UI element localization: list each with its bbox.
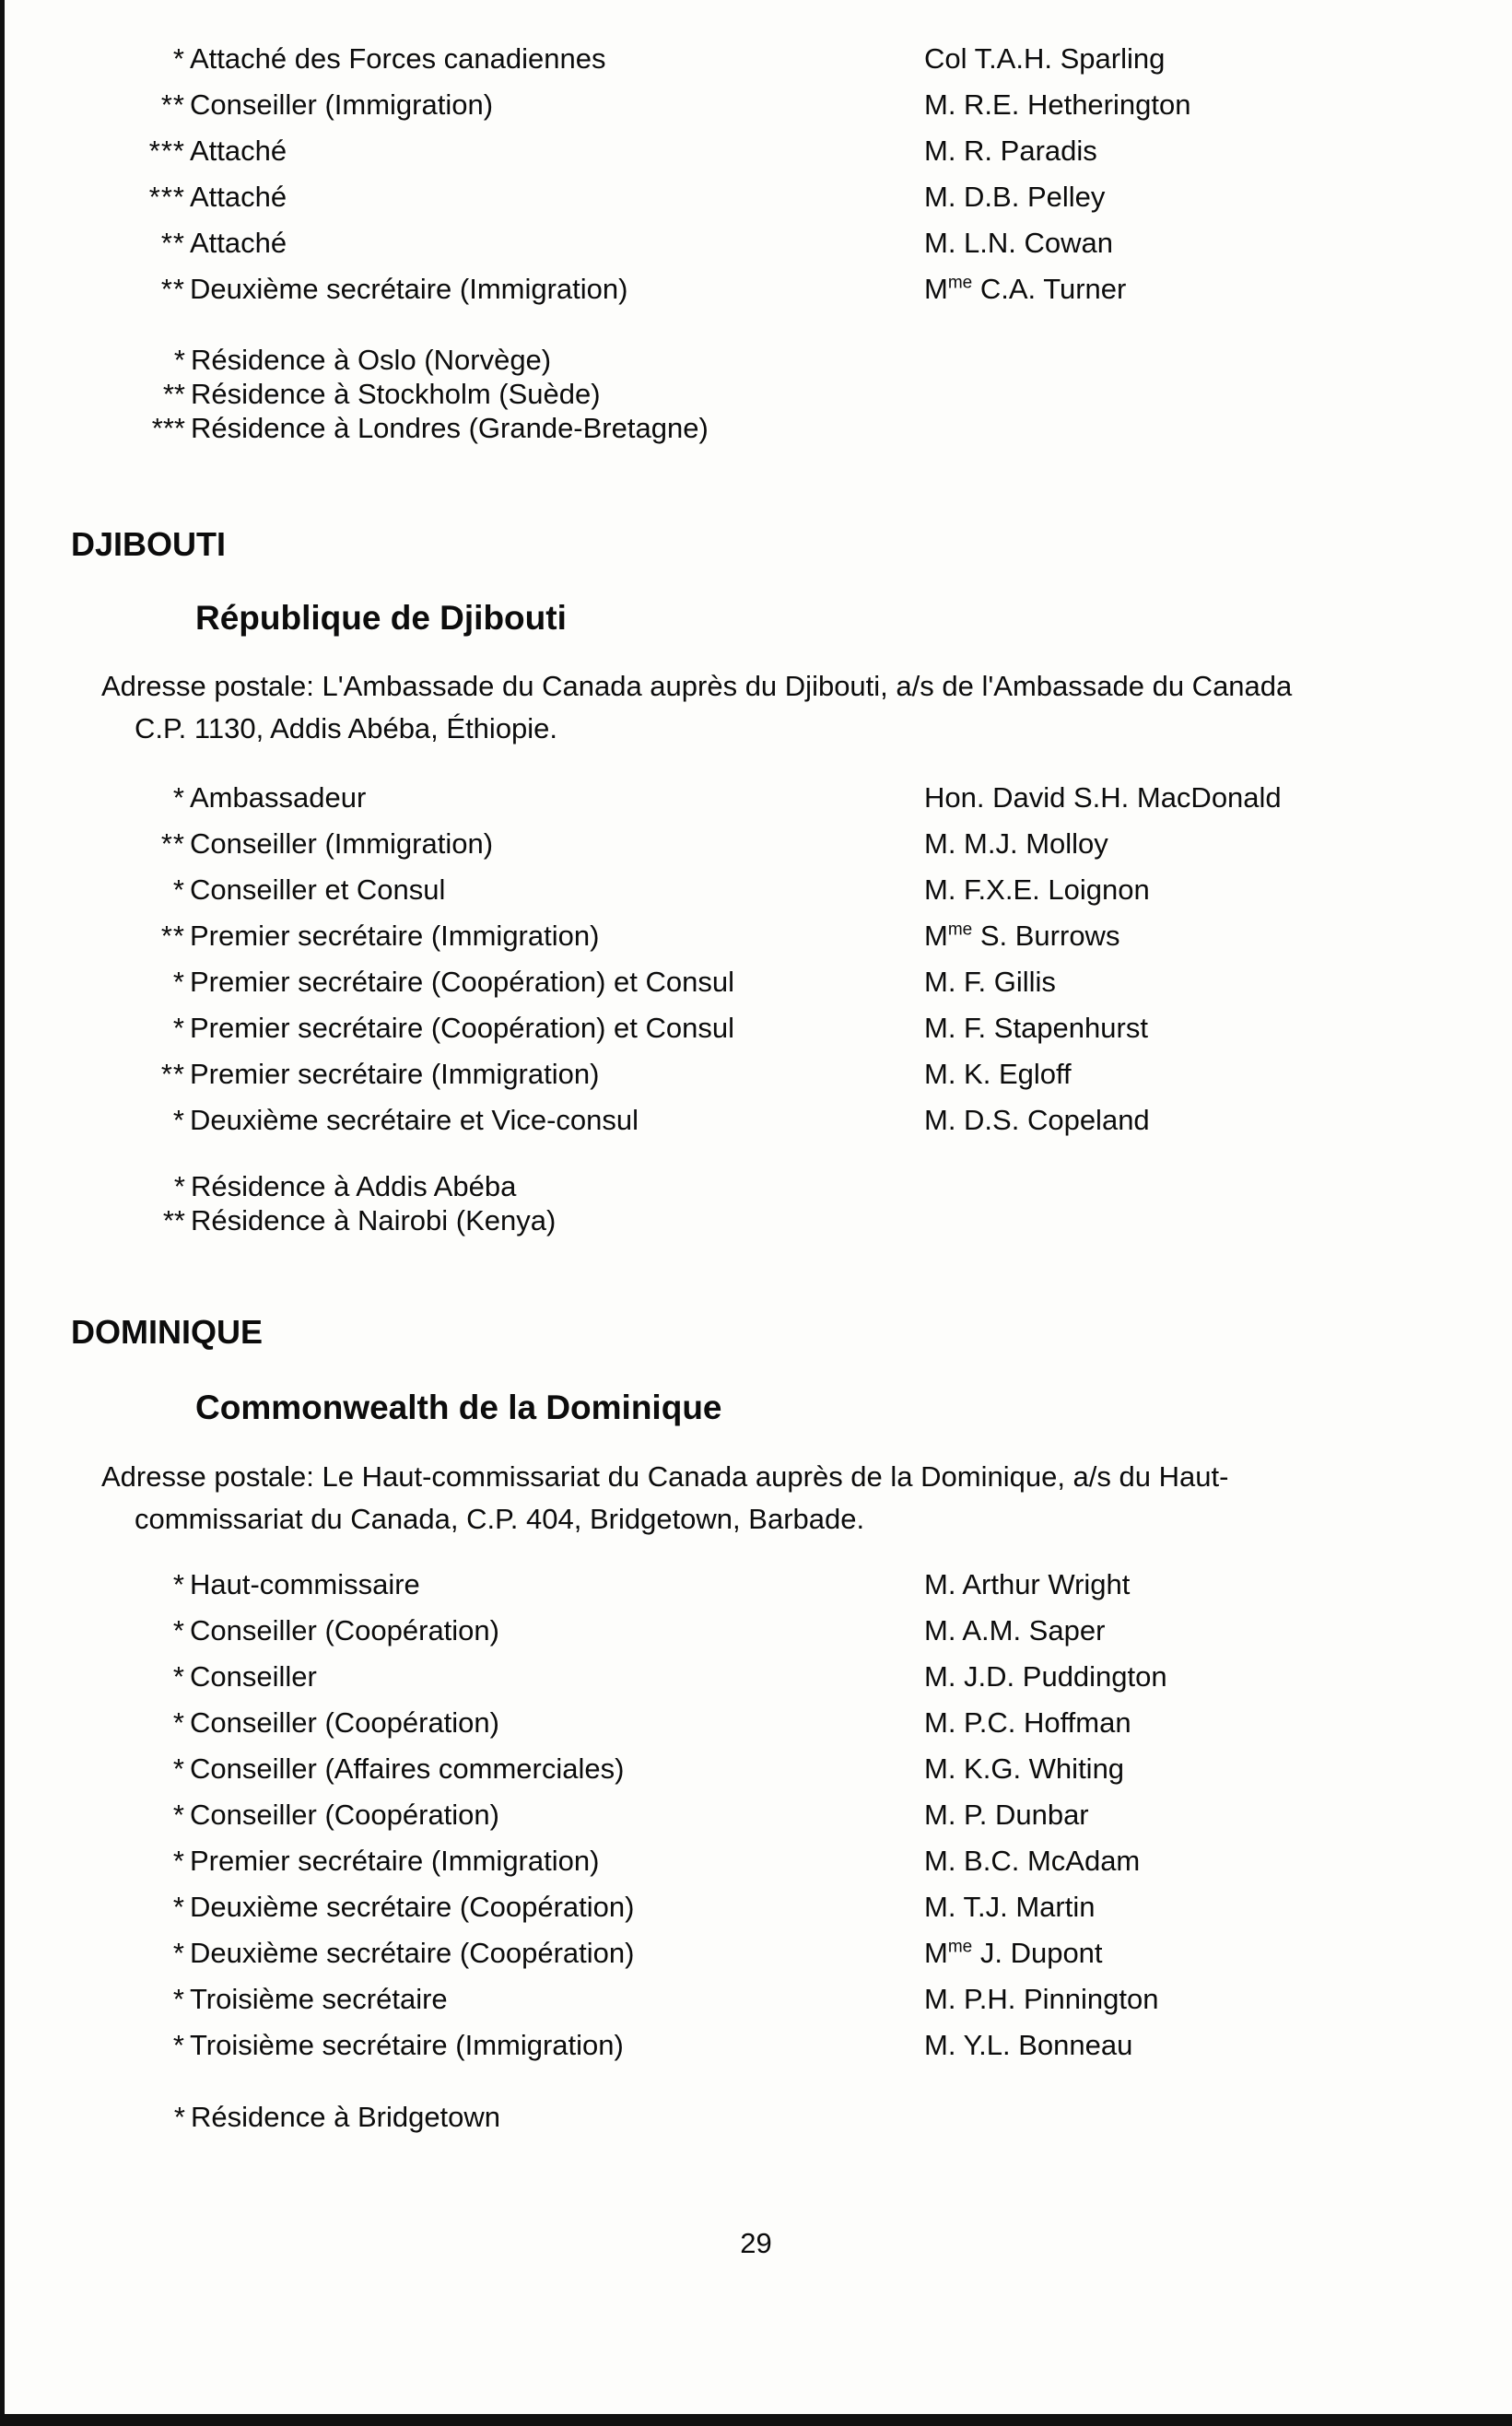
footnote-marker: * bbox=[172, 1799, 185, 1831]
staff-row bbox=[0, 920, 1512, 966]
country-heading-djibouti: DJIBOUTI bbox=[71, 525, 227, 563]
staff-name: M. F. Stapenhurst bbox=[924, 1012, 1148, 1044]
footnote-marker: * bbox=[172, 1891, 185, 1923]
top-residence-notes bbox=[0, 344, 1512, 446]
staff-name: M. A.M. Saper bbox=[924, 1614, 1106, 1647]
footnote-marker: ** bbox=[160, 827, 185, 860]
official-name-dominique: Commonwealth de la Dominique bbox=[195, 1389, 722, 1426]
staff-row bbox=[0, 1983, 1512, 2029]
staff-title: Deuxième secrétaire (Coopération) bbox=[190, 1891, 635, 1923]
staff-title: Conseiller et Consul bbox=[190, 873, 446, 906]
dominique-staff-list bbox=[0, 1568, 1512, 2075]
staff-name: M. K.G. Whiting bbox=[924, 1752, 1125, 1785]
staff-title: Premier secrétaire (Coopération) et Consul bbox=[190, 966, 734, 998]
staff-row bbox=[0, 1752, 1512, 1799]
country-heading-dominique: DOMINIQUE bbox=[71, 1313, 264, 1351]
staff-row bbox=[0, 135, 1512, 181]
footnote-marker: ** bbox=[160, 273, 185, 305]
staff-name: M. M.J. Molloy bbox=[924, 827, 1108, 860]
footnote-marker: * bbox=[172, 966, 185, 998]
staff-name: M. P.H. Pinnington bbox=[924, 1983, 1159, 2015]
djibouti-staff-list bbox=[0, 781, 1512, 1150]
footnote-marker: * bbox=[172, 1937, 185, 1969]
residence-note bbox=[0, 1170, 1512, 1204]
staff-title: Haut-commissaire bbox=[190, 1568, 420, 1600]
residence-text: Résidence à Londres (Grande-Bretagne) bbox=[191, 412, 709, 444]
official-name-djibouti: République de Djibouti bbox=[195, 599, 567, 637]
staff-name: M. D.S. Copeland bbox=[924, 1104, 1150, 1136]
staff-title: Premier secrétaire (Immigration) bbox=[190, 1058, 600, 1090]
staff-row bbox=[0, 1660, 1512, 1706]
footnote-marker: * bbox=[172, 1706, 185, 1739]
footnote-marker: * bbox=[172, 1614, 185, 1647]
staff-name: M. Y.L. Bonneau bbox=[924, 2029, 1133, 2061]
footnote-marker: * bbox=[172, 42, 185, 75]
staff-name: M. L.N. Cowan bbox=[924, 227, 1114, 259]
footnote-marker: * bbox=[172, 1660, 185, 1693]
footnote-marker: ** bbox=[160, 920, 185, 952]
staff-name: M. J.D. Puddington bbox=[924, 1660, 1167, 1693]
staff-title: Deuxième secrétaire et Vice-consul bbox=[190, 1104, 639, 1136]
staff-name: $M^{me}$ C.A. Turner bbox=[924, 273, 1127, 305]
footnote-marker: *** bbox=[148, 181, 185, 213]
staff-title: Conseiller (Immigration) bbox=[190, 88, 494, 121]
footnote-marker: * bbox=[172, 1012, 185, 1044]
staff-name: M. Arthur Wright bbox=[924, 1568, 1131, 1600]
staff-title: Premier secrétaire (Coopération) et Consul bbox=[190, 1012, 734, 1044]
staff-title: Ambassadeur bbox=[190, 781, 367, 814]
staff-row bbox=[0, 1012, 1512, 1058]
djibouti-residence-notes bbox=[0, 1170, 1512, 1238]
staff-title: Conseiller (Immigration) bbox=[190, 827, 494, 860]
residence-note bbox=[0, 378, 1512, 412]
staff-row bbox=[0, 1891, 1512, 1937]
footnote-marker: * bbox=[173, 1170, 185, 1202]
footnote-marker: * bbox=[172, 873, 185, 906]
staff-title: Deuxième secrétaire (Coopération) bbox=[190, 1937, 635, 1969]
scan-bottom-edge bbox=[0, 2414, 1512, 2426]
staff-row bbox=[0, 181, 1512, 227]
staff-title: Conseiller (Coopération) bbox=[190, 1799, 499, 1831]
residence-text: Résidence à Oslo (Norvège) bbox=[191, 344, 552, 376]
residence-note bbox=[0, 344, 1512, 378]
footnote-marker: ** bbox=[160, 227, 185, 259]
residence-text: Résidence à Addis Abéba bbox=[191, 1170, 517, 1202]
staff-row bbox=[0, 88, 1512, 135]
staff-row bbox=[0, 1104, 1512, 1150]
staff-row bbox=[0, 1058, 1512, 1104]
footnote-marker: * bbox=[172, 781, 185, 814]
footnote-marker: * bbox=[172, 1104, 185, 1136]
staff-name: M. P. Dunbar bbox=[924, 1799, 1089, 1831]
staff-name: M. P.C. Hoffman bbox=[924, 1706, 1131, 1739]
staff-name: M. R.E. Hetherington bbox=[924, 88, 1191, 121]
staff-title: Attaché bbox=[190, 135, 287, 167]
staff-title: Attaché bbox=[190, 181, 287, 213]
staff-row bbox=[0, 1937, 1512, 1983]
staff-title: Attaché bbox=[190, 227, 287, 259]
residence-text: Résidence à Stockholm (Suède) bbox=[191, 378, 601, 410]
staff-name: M. F. Gillis bbox=[924, 966, 1056, 998]
staff-title: Premier secrétaire (Immigration) bbox=[190, 1845, 600, 1877]
residence-note bbox=[0, 412, 1512, 446]
staff-name: M. D.B. Pelley bbox=[924, 181, 1106, 213]
footnote-marker: ** bbox=[162, 1204, 185, 1236]
staff-name: M. K. Egloff bbox=[924, 1058, 1072, 1090]
staff-name: M. R. Paradis bbox=[924, 135, 1097, 167]
staff-row bbox=[0, 1845, 1512, 1891]
footnote-marker: *** bbox=[148, 135, 185, 167]
footnote-marker: ** bbox=[160, 88, 185, 121]
staff-row bbox=[0, 827, 1512, 873]
staff-row bbox=[0, 1568, 1512, 1614]
staff-row bbox=[0, 781, 1512, 827]
staff-row bbox=[0, 873, 1512, 920]
staff-title: Conseiller bbox=[190, 1660, 317, 1693]
staff-name: M. T.J. Martin bbox=[924, 1891, 1096, 1923]
residence-text: Résidence à Nairobi (Kenya) bbox=[191, 1204, 557, 1236]
footnote-marker: * bbox=[172, 1845, 185, 1877]
staff-row bbox=[0, 273, 1512, 319]
postal-address-dominique: Adresse postale: Le Haut-commissariat du Canada auprès de la Dominique, a/s du Haut- commissariat du Canada, C.P. 404, Bridgetown, Barbade. bbox=[101, 1460, 1229, 1535]
footnote-marker: * bbox=[172, 1568, 185, 1600]
footnote-marker: * bbox=[172, 1983, 185, 2015]
staff-name: Col T.A.H. Sparling bbox=[924, 42, 1166, 75]
staff-title: Deuxième secrétaire (Immigration) bbox=[190, 273, 628, 305]
top-staff-list bbox=[0, 42, 1512, 319]
staff-name: Hon. David S.H. MacDonald bbox=[924, 781, 1282, 814]
postal-address-djibouti: Adresse postale: L'Ambassade du Canada auprès du Djibouti, a/s de l'Ambassade du Canada C.P. 1130, Addis Abéba, Éthiopie. bbox=[101, 670, 1293, 744]
staff-row bbox=[0, 966, 1512, 1012]
staff-row bbox=[0, 1706, 1512, 1752]
residence-text: Résidence à Bridgetown bbox=[191, 2101, 501, 2133]
footnote-marker: * bbox=[173, 344, 185, 376]
footnote-marker: ** bbox=[160, 1058, 185, 1090]
dominique-residence-notes bbox=[0, 2101, 1512, 2135]
staff-row bbox=[0, 1799, 1512, 1845]
footnote-marker: ** bbox=[162, 378, 185, 410]
footnote-marker: * bbox=[172, 2029, 185, 2061]
staff-title: Attaché des Forces canadiennes bbox=[190, 42, 606, 75]
staff-title: Troisième secrétaire bbox=[190, 1983, 448, 2015]
page-number: 29 bbox=[740, 2227, 772, 2259]
residence-note bbox=[0, 1204, 1512, 1238]
footnote-marker: * bbox=[173, 2101, 185, 2133]
staff-title: Conseiller (Coopération) bbox=[190, 1614, 499, 1647]
staff-title: Conseiller (Affaires commerciales) bbox=[190, 1752, 625, 1785]
footnote-marker: * bbox=[172, 1752, 185, 1785]
footnote-marker: *** bbox=[151, 412, 185, 444]
staff-name: $M^{me}$ J. Dupont bbox=[924, 1937, 1103, 1969]
staff-name: $M^{me}$ S. Burrows bbox=[924, 920, 1120, 952]
staff-row bbox=[0, 227, 1512, 273]
staff-row bbox=[0, 1614, 1512, 1660]
staff-row bbox=[0, 42, 1512, 88]
staff-title: Troisième secrétaire (Immigration) bbox=[190, 2029, 624, 2061]
staff-row bbox=[0, 2029, 1512, 2075]
staff-title: Premier secrétaire (Immigration) bbox=[190, 920, 600, 952]
staff-name: M. F.X.E. Loignon bbox=[924, 873, 1150, 906]
staff-name: M. B.C. McAdam bbox=[924, 1845, 1141, 1877]
residence-note bbox=[0, 2101, 1512, 2135]
staff-title: Conseiller (Coopération) bbox=[190, 1706, 499, 1739]
